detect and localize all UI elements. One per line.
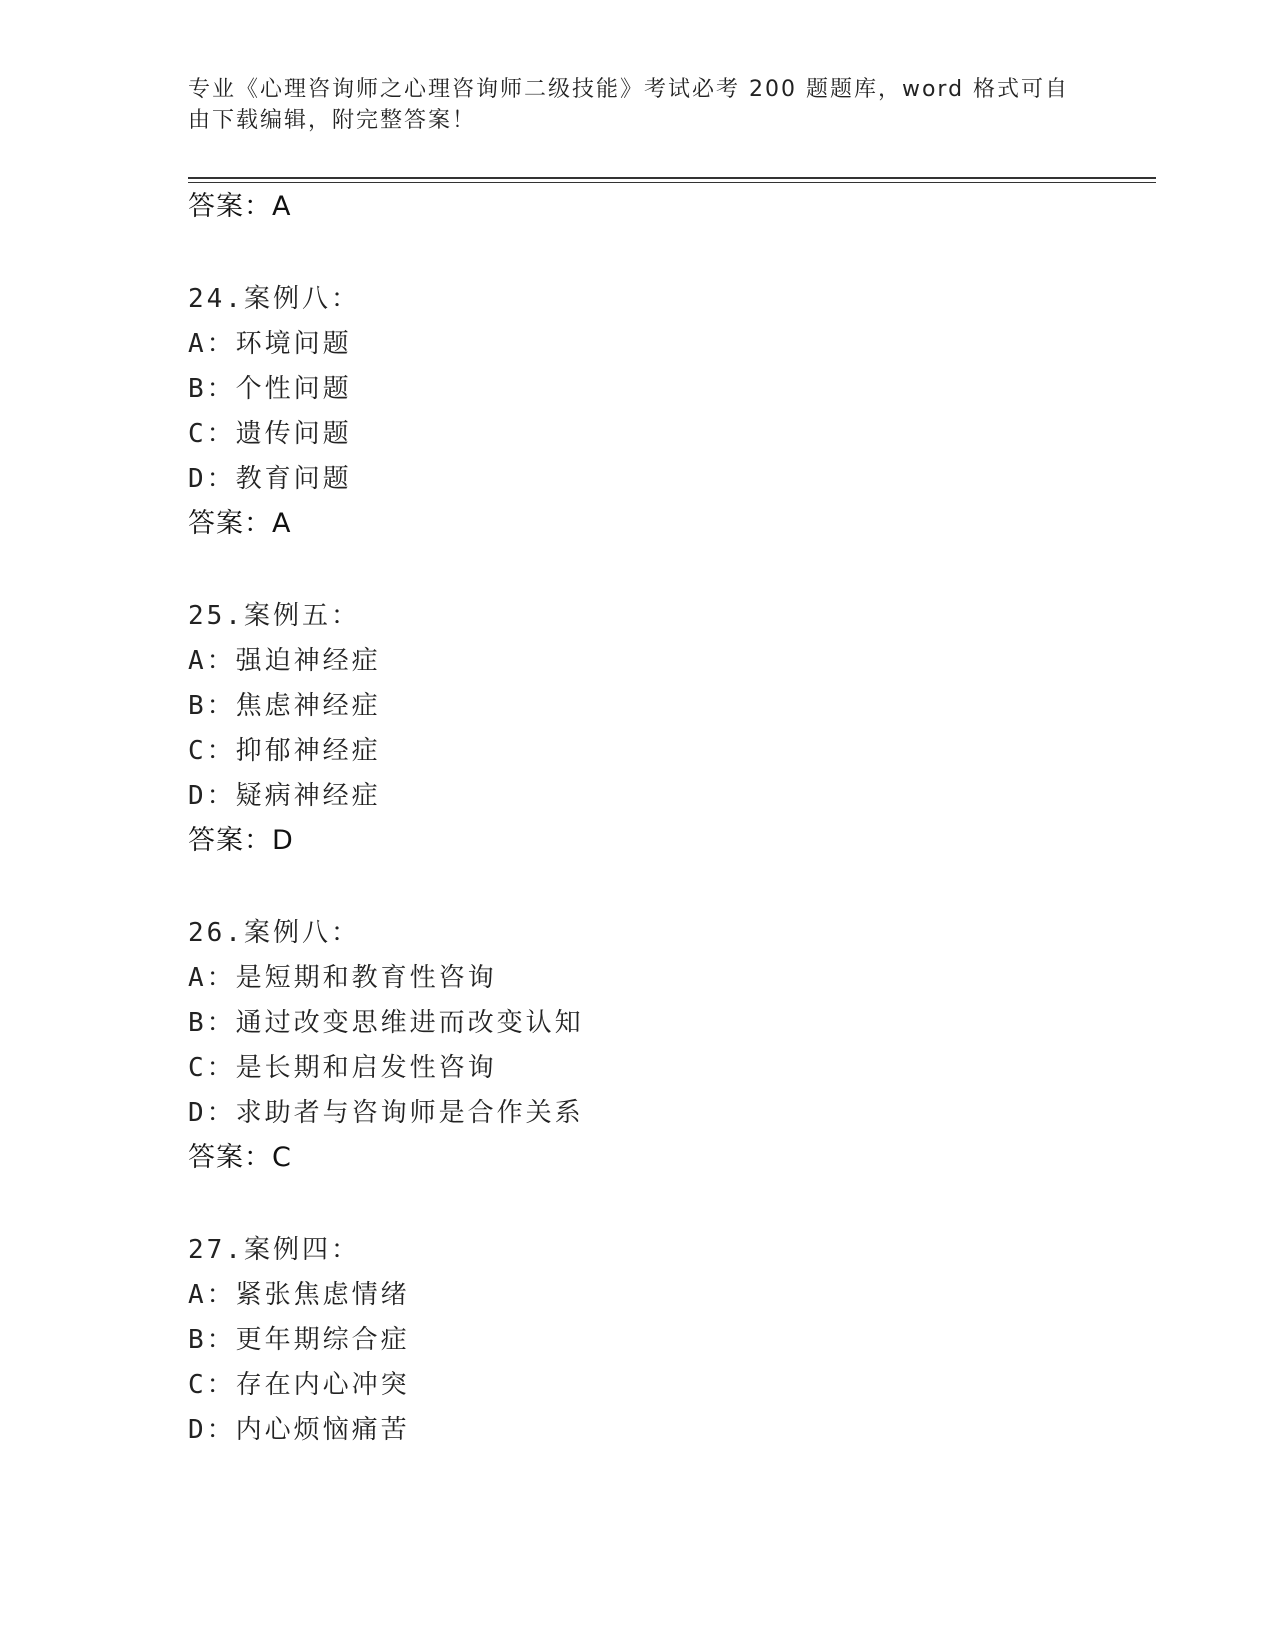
- question-27-option-b: B：更年期综合症: [188, 1325, 410, 1355]
- header-divider-thick: [188, 177, 1156, 179]
- question-25-title: 25.案例五：: [188, 601, 360, 631]
- question-26-answer: 答案：C: [188, 1142, 292, 1173]
- question-25-option-c: C：抑郁神经症: [188, 736, 381, 766]
- question-24-option-c: C：遗传问题: [188, 419, 352, 449]
- question-27-option-a: A：紧张焦虑情绪: [188, 1280, 410, 1310]
- header-line-2: 由下载编辑，附完整答案！: [188, 108, 477, 133]
- question-25-option-a: A：强迫神经症: [188, 646, 381, 676]
- question-27-option-d: D：内心烦恼痛苦: [188, 1415, 410, 1445]
- document-header: [188, 74, 1088, 136]
- question-24-option-a: A：环境问题: [188, 329, 352, 359]
- question-26-option-b: B：通过改变思维进而改变认知: [188, 1008, 584, 1038]
- question-24-answer: 答案：A: [188, 508, 292, 539]
- question-25-answer: 答案：D: [188, 825, 294, 856]
- question-25-option-b: B：焦虑神经症: [188, 691, 381, 721]
- question-26-title: 26.案例八：: [188, 918, 360, 948]
- question-26-option-d: D：求助者与咨询师是合作关系: [188, 1098, 584, 1128]
- question-24-title: 24.案例八：: [188, 284, 360, 314]
- answer-previous: 答案：A: [188, 191, 292, 222]
- header-line-1: 专业《心理咨询师之心理咨询师二级技能》考试必考 200 题题库，word 格式可自: [188, 77, 1070, 102]
- question-25-option-d: D：疑病神经症: [188, 781, 381, 811]
- question-26-option-c: C：是长期和启发性咨询: [188, 1053, 497, 1083]
- question-24-option-d: D：教育问题: [188, 464, 352, 494]
- question-27-title: 27.案例四：: [188, 1235, 360, 1265]
- question-26-option-a: A：是短期和教育性咨询: [188, 963, 497, 993]
- question-24-option-b: B：个性问题: [188, 374, 352, 404]
- header-divider-thin: [188, 182, 1156, 183]
- question-27-option-c: C：存在内心冲突: [188, 1370, 410, 1400]
